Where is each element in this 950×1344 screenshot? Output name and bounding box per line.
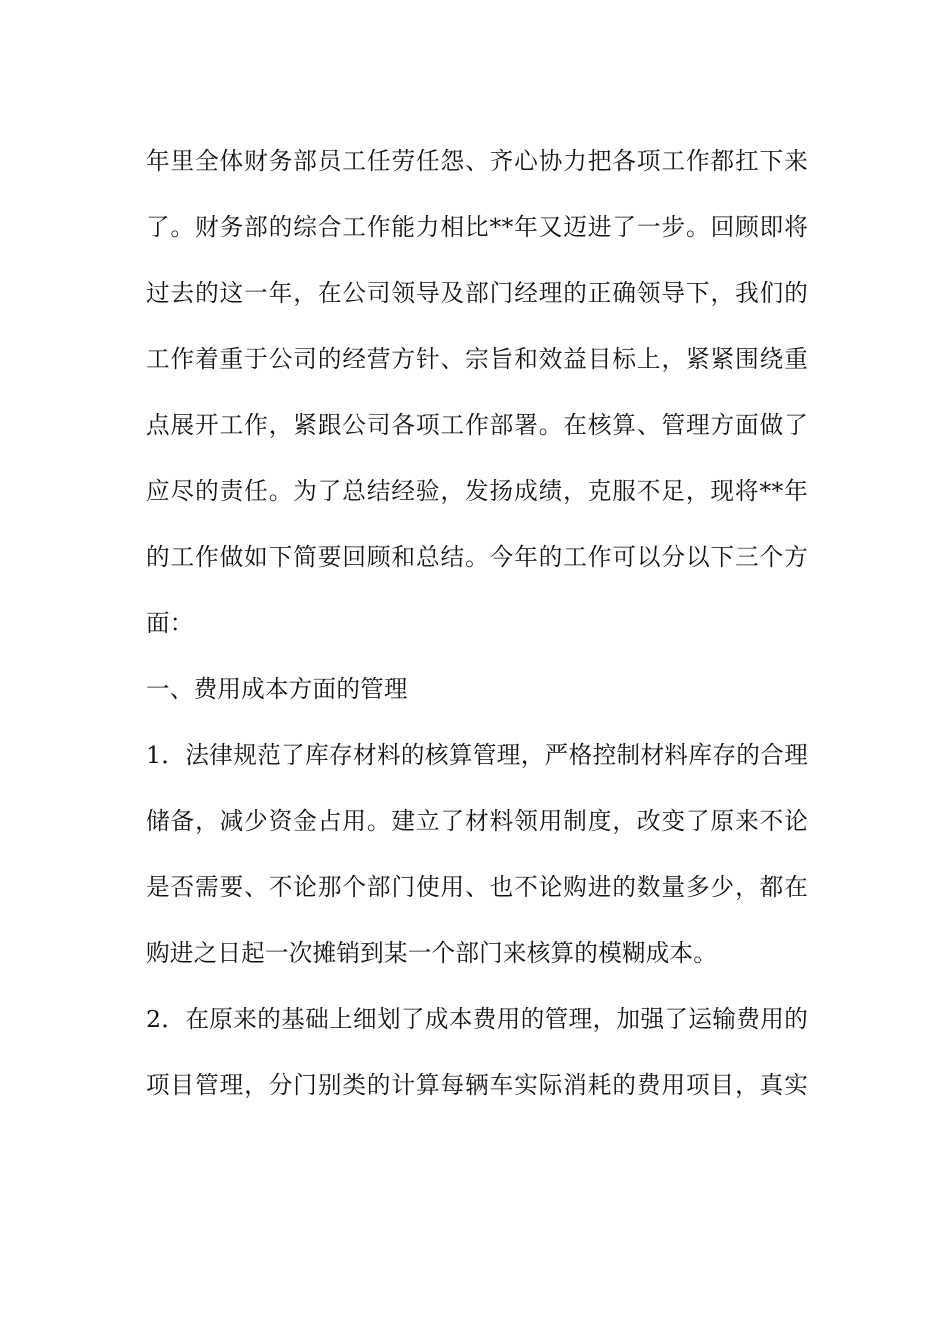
text-line: 年里全体财务部员工任劳任怨、齐心协力把各项工作都扛下来: [146, 147, 808, 175]
document-body: [146, 128, 808, 1118]
text-line: 了。财务部的综合工作能力相比**年又迈进了一步。回顾即将: [146, 213, 808, 241]
text-line: 是否需要、不论那个部门使用、也不论购进的数量多少，都在: [146, 873, 808, 901]
text-line: 点展开工作，紧跟公司各项工作部署。在核算、管理方面做了: [146, 411, 808, 439]
text-line: 的工作做如下简要回顾和总结。今年的工作可以分以下三个方: [146, 543, 808, 571]
text-line: 应尽的责任。为了总结经验，发扬成绩，克服不足，现将**年: [146, 477, 808, 505]
text-line: 储备，减少资金占用。建立了材料领用制度，改变了原来不论: [146, 807, 808, 835]
text-line: 1．法律规范了库存材料的核算管理，严格控制材料库存的合理: [146, 741, 808, 769]
text-line: 2．在原来的基础上细划了成本费用的管理，加强了运输费用的: [146, 1005, 808, 1033]
text-line: 过去的这一年，在公司领导及部门经理的正确领导下，我们的: [146, 279, 808, 307]
text-line: 工作着重于公司的经营方针、宗旨和效益目标上，紧紧围绕重: [146, 345, 808, 373]
text-line: 项目管理，分门别类的计算每辆车实际消耗的费用项目，真实: [146, 1071, 808, 1099]
text-line: 购进之日起一次摊销到某一个部门来核算的模糊成本。: [146, 939, 718, 967]
section-heading: 一、费用成本方面的管理: [146, 675, 408, 703]
text-line: 面：: [146, 609, 194, 637]
